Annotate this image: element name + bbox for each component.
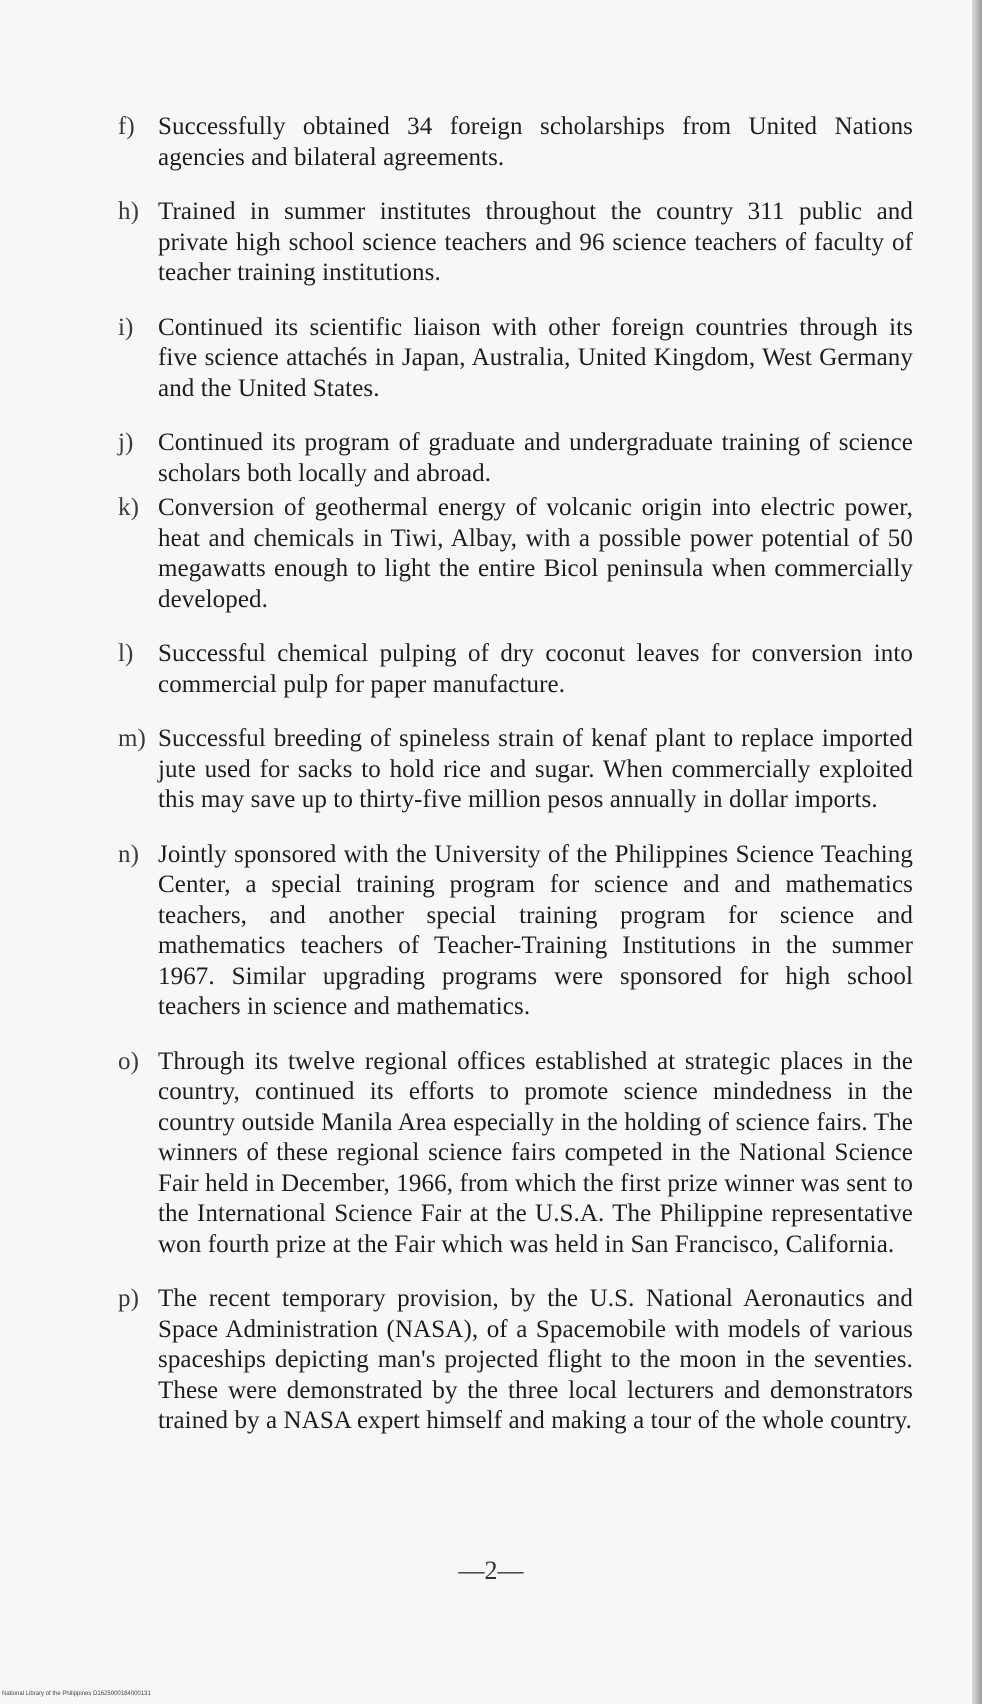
list-item bbox=[118, 639, 913, 700]
list-marker: n) bbox=[118, 840, 140, 868]
list-marker: l) bbox=[118, 640, 134, 667]
list-item-text: Continued its scientific liaison with other foreign countries through its five science attachés in Japan, Australia, United Kingdom, West Germany and the United States. bbox=[158, 313, 913, 402]
list-marker: h) bbox=[118, 198, 140, 225]
list-item bbox=[118, 840, 913, 1023]
list-item bbox=[118, 313, 913, 405]
list-marker: m) bbox=[118, 725, 146, 752]
list-marker: k) bbox=[118, 494, 140, 521]
list-item-text: Jointly sponsored with the University of the Philippines Science Teaching Center, a special training program for science and and mathematics teachers, and another special training program for science and mathematics teachers of Teacher-Training Institutions in the summer 1967. Similar upgrading programs were sponsored for high school teachers in science and mathematics. bbox=[158, 840, 913, 1020]
list-item bbox=[118, 197, 913, 289]
list-item-text: Successful breeding of spineless strain of kenaf plant to replace imported jute used for sacks to hold rice and sugar. When commercially exploited this may save up to thirty-five million pesos annually in dollar imports. bbox=[158, 725, 913, 813]
list-marker: j) bbox=[118, 429, 134, 456]
footer-note: National Library of the Philippines D1625000184000131 bbox=[2, 1691, 151, 1697]
list-item bbox=[118, 724, 913, 816]
scan-edge bbox=[972, 0, 982, 1704]
list-item-text: The recent temporary provision, by the U.S. National Aeronautics and Space Administration (NASA), of a Spacemobile with models of various spaceships depicting man's projected flight to the moon in the seventies. These were demonstrated by the three local lecturers and demonstrators trained by a NASA expert himself and making a tour of the whole country. bbox=[158, 1285, 913, 1434]
list-item bbox=[118, 112, 913, 173]
list-item bbox=[118, 1284, 913, 1437]
list-item-text: Successful chemical pulping of dry coconut leaves for conversion into commercial pulp for paper manufacture. bbox=[158, 640, 913, 698]
list-item bbox=[118, 428, 913, 489]
page-number: —2— bbox=[458, 1556, 524, 1585]
list-item bbox=[118, 493, 913, 615]
list-item-text: Through its twelve regional offices established at strategic places in the country, continued its efforts to promote science mindedness in the country outside Manila Area especially in the holding of science fairs. The winners of these regional science fairs competed in the National Science Fair held in December, 1966, from which the first prize winner was sent to the International Science Fair at the U.S.A. The Philippine representative won fourth prize at the Fair which was held in San Francisco, California. bbox=[158, 1047, 913, 1258]
list-item-text: Continued its program of graduate and undergraduate training of science scholars both locally and abroad. bbox=[158, 429, 913, 487]
list-marker: i) bbox=[118, 313, 134, 341]
list-marker: o) bbox=[118, 1047, 140, 1075]
list-item-text: Trained in summer institutes throughout the country 311 public and private high school science teachers and 96 science teachers of faculty of teacher training institutions. bbox=[158, 198, 913, 286]
list-marker: f) bbox=[118, 113, 135, 140]
list-item-text: Successfully obtained 34 foreign scholarships from United Nations agencies and bilateral agreements. bbox=[158, 113, 913, 171]
list-item-text: Conversion of geothermal energy of volcanic origin into electric power, heat and chemicals in Tiwi, Albay, with a possible power potential of 50 megawatts enough to light the entire Bicol peninsula when commercially developed. bbox=[158, 494, 913, 613]
document-body bbox=[118, 112, 913, 1461]
list-item bbox=[118, 1047, 913, 1261]
list-marker: p) bbox=[118, 1285, 140, 1312]
